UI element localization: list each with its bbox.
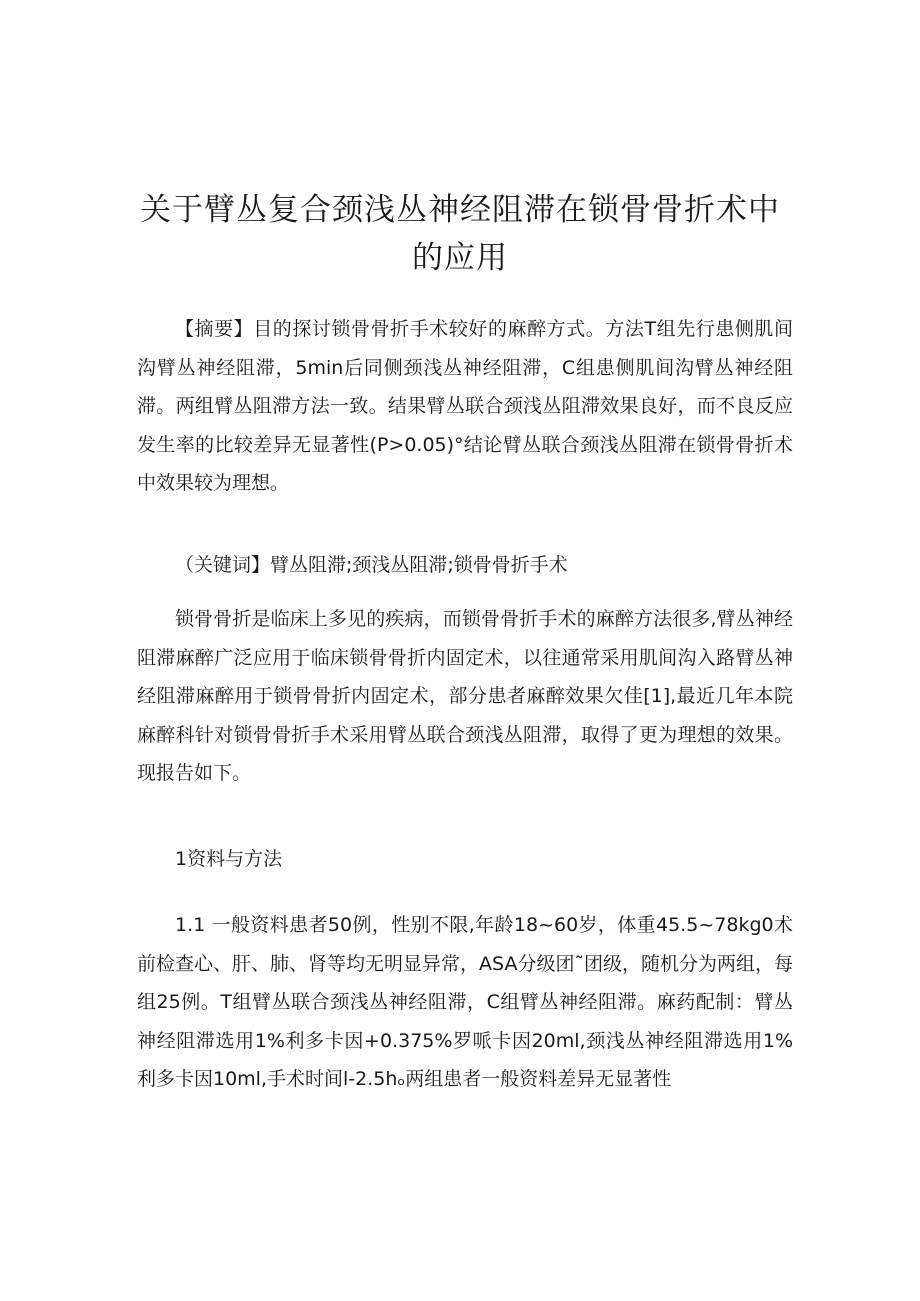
document-title: 关于臂丛复合颈浅丛神经阻滞在锁骨骨折术中的应用	[140, 192, 780, 276]
section-heading: 1资料与方法	[175, 848, 283, 870]
intro-paragraph: 锁骨骨折是临床上多见的疾病，而锁骨骨折手术的麻醉方法很多,臂丛神经阻滞麻醉广泛应用于临床锁骨骨折内固定术，以往通常采用肌间沟入路臂丛神经阻滞麻醉用于锁骨骨折内固定术，部分患者麻醉效果欠佳[1],最近几年本院麻醉科针对锁骨骨折手术采用臂丛联合颈浅丛阻滞，取得了更为理想的效果。现报告如下。	[137, 608, 793, 784]
section-1-1-paragraph: 1.1 一般资料患者50例，性别不限,年龄18~60岁，体重45.5~78kg0术前检查心、肝、肺、肾等均无明显异常，ASA分级团˜团级，随机分为两组，每组25例。T组臂丛联合颈浅丛神经阻滞，C组臂丛神经阻滞。麻药配制：臂丛神经阻滞选用1%利多卡因+0.375%罗哌卡因20ml,颈浅丛神经阻滞选用1%利多卡因10ml,手术时间l-2.5hₒ两组患者一般资料差异无显著性	[137, 914, 793, 1090]
abstract-paragraph: 【摘要】目的探讨锁骨骨折手术较好的麻醉方式。方法T组先行患侧肌间沟臂丛神经阻滞，5min后同侧颈浅丛神经阻滞，C组患侧肌间沟臂丛神经阻滞。两组臂丛阻滞方法一致。结果臂丛联合颈浅丛阻滞效果良好，而不良反应发生率的比较差异无显著性(P>0.05)°结论臂丛联合颈浅丛阻滞在锁骨骨折术中效果较为理想。	[137, 318, 793, 494]
keywords-paragraph: （关键词】臂丛阻滞;颈浅丛阻滞;锁骨骨折手术	[175, 554, 568, 576]
